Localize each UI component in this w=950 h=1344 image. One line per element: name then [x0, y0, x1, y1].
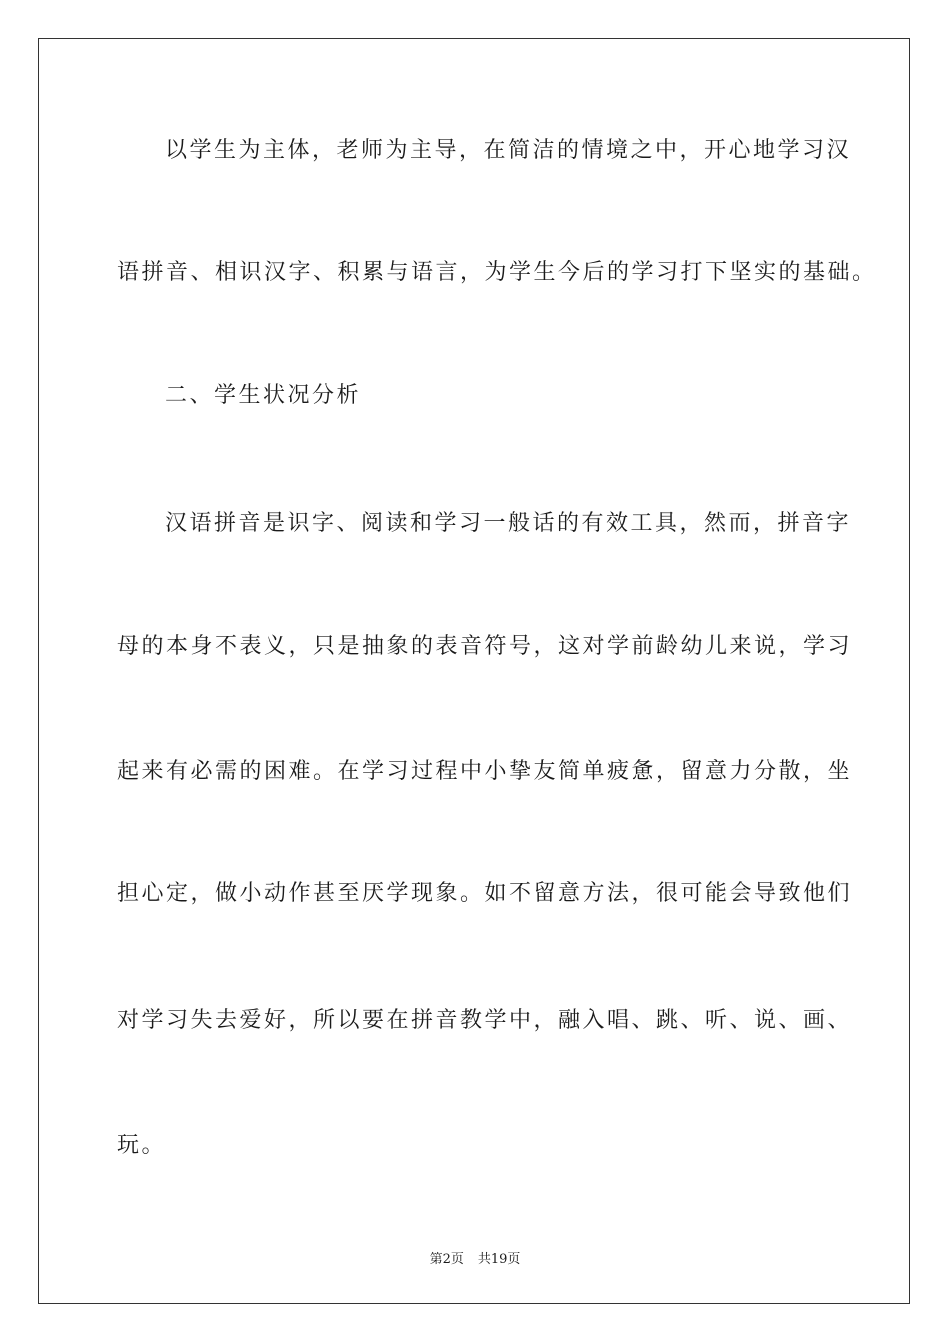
paragraph-line-4: 母的本身不表义，只是抽象的表音符号，这对学前龄幼儿来说，学习 [117, 634, 853, 659]
paragraph-line-1: 以学生为主体，老师为主导，在简洁的情境之中，开心地学习汉 [165, 138, 852, 163]
paragraph-line-6: 担心定，做小动作甚至厌学现象。如不留意方法，很可能会导致他们 [117, 881, 853, 906]
page-total: 共19页 [477, 1252, 521, 1267]
paragraph-line-3: 汉语拼音是识字、阅读和学习一般话的有效工具，然而，拼音字 [165, 511, 852, 536]
page-footer [0, 1248, 950, 1267]
paragraph-line-7: 对学习失去爱好，所以要在拼音教学中，融入唱、跳、听、说、画、 [117, 1008, 853, 1033]
section-heading: 二、学生状况分析 [165, 383, 362, 408]
paragraph-line-5: 起来有必需的困难。在学习过程中小挚友简单疲惫，留意力分散，坐 [117, 759, 853, 784]
paragraph-line-2: 语拼音、相识汉字、积累与语言，为学生今后的学习打下坚实的基础。 [117, 260, 877, 285]
paragraph-line-8: 玩。 [117, 1133, 167, 1158]
page-border [38, 38, 910, 1304]
page-number: 第2页 [429, 1252, 464, 1267]
